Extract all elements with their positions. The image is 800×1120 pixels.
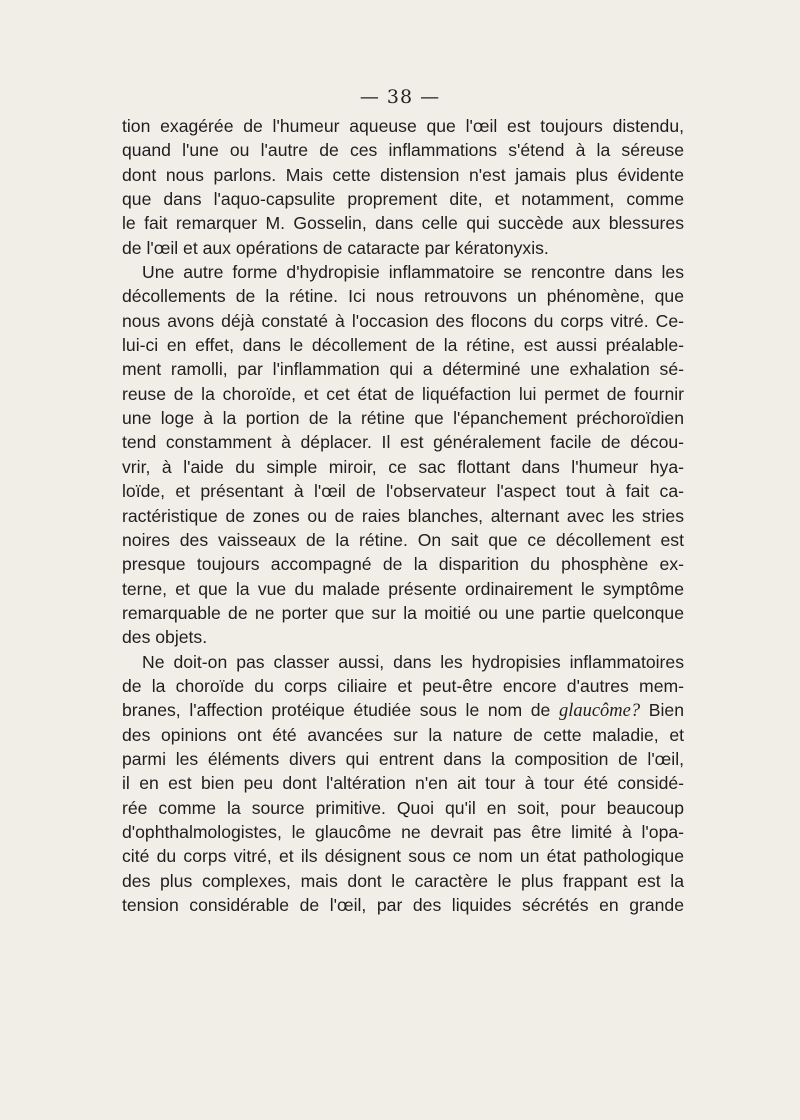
text-line: presque toujours accompagné de la disparition du phosphène ex- (122, 554, 684, 575)
text-line-with-term (122, 698, 684, 722)
text-line: d'ophthalmologistes, le glaucôme ne devrait pas être limité à l'opa- (122, 821, 684, 842)
paragraph-start-line: Une autre forme d'hydropisie inflammatoire se rencontre dans les (142, 262, 684, 283)
paragraph-start-line: Ne doit-on pas classer aussi, dans les hydropisies inflammatoires (142, 651, 684, 672)
text-line: il en est bien peu dont l'altération n'en ait tour à tour été considé- (122, 773, 684, 794)
text-segment: Bien (648, 700, 684, 721)
text-line: de l'œil et aux opérations de cataracte par kératonyxis. (122, 237, 549, 258)
text-line: noires des vaisseaux de la rétine. On sait que ce décollement est (122, 529, 684, 550)
text-line: dont nous parlons. Mais cette distension n'est jamais plus évidente (122, 164, 684, 185)
text-line: lui-ci en effet, dans le décollement de la rétine, est aussi préalable- (122, 335, 684, 356)
text-line: de la choroïde du corps ciliaire et peut-être encore d'autres mem- (122, 675, 684, 696)
text-line: loïde, et présentant à l'œil de l'observateur l'aspect tout à fait ca- (122, 481, 684, 502)
text-line: tension considérable de l'œil, par des liquides sécrétés en grande (122, 895, 684, 915)
text-line: quand l'une ou l'autre de ces inflammations s'étend à la séreuse (122, 140, 684, 161)
text-line: remarquable de ne porter que sur la moitié ou une partie quelconque (122, 602, 684, 623)
text-line: rée comme la source primitive. Quoi qu'il en soit, pour beaucoup (122, 797, 684, 818)
text-line: reuse de la choroïde, et cet état de liquéfaction lui permet de fournir (122, 383, 684, 404)
page-number: — 38 — (359, 86, 441, 108)
text-line: nous avons déjà constaté à l'occasion des flocons du corps vitré. Ce- (122, 310, 684, 331)
text-line: ment ramolli, par l'inflammation qui a déterminé une exhalation sé- (122, 359, 684, 380)
text-line: terne, et que la vue du malade présente ordinairement le symptôme (122, 578, 684, 599)
body-text (122, 114, 684, 917)
text-line: tend constamment à déplacer. Il est généralement facile de décou- (122, 432, 684, 453)
text-line: le fait remarquer M. Gosselin, dans celle qui succède aux blessures (122, 213, 684, 234)
text-line: vrir, à l'aide du simple miroir, ce sac flottant dans l'humeur hya- (122, 456, 684, 477)
text-segment: branes, l'affection protéique étudiée sous le nom de (122, 700, 551, 721)
text-line: des objets. (122, 627, 208, 648)
text-line: des plus complexes, mais dont le caractère le plus frappant est la (122, 870, 684, 891)
text-line: que dans l'aquo-capsulite proprement dite, et notamment, comme (122, 189, 684, 210)
italic-term: glaucôme? (558, 701, 641, 722)
text-line: ractéristique de zones ou de raies blanches, alternant avec les stries (122, 505, 684, 526)
text-line: une loge à la portion de la rétine que l'épanchement préchoroïdien (122, 408, 684, 429)
text-line: tion exagérée de l'humeur aqueuse que l'œil est toujours distendu, (122, 116, 684, 136)
text-line: cité du corps vitré, et ils désignent sous ce nom un état pathologique (122, 846, 684, 867)
text-line: des opinions ont été avancées sur la nature de cette maladie, et (122, 724, 684, 745)
text-line: parmi les éléments divers qui entrent dans la composition de l'œil, (122, 748, 684, 769)
text-line: décollements de la rétine. Ici nous retrouvons un phénomène, que (122, 286, 684, 307)
